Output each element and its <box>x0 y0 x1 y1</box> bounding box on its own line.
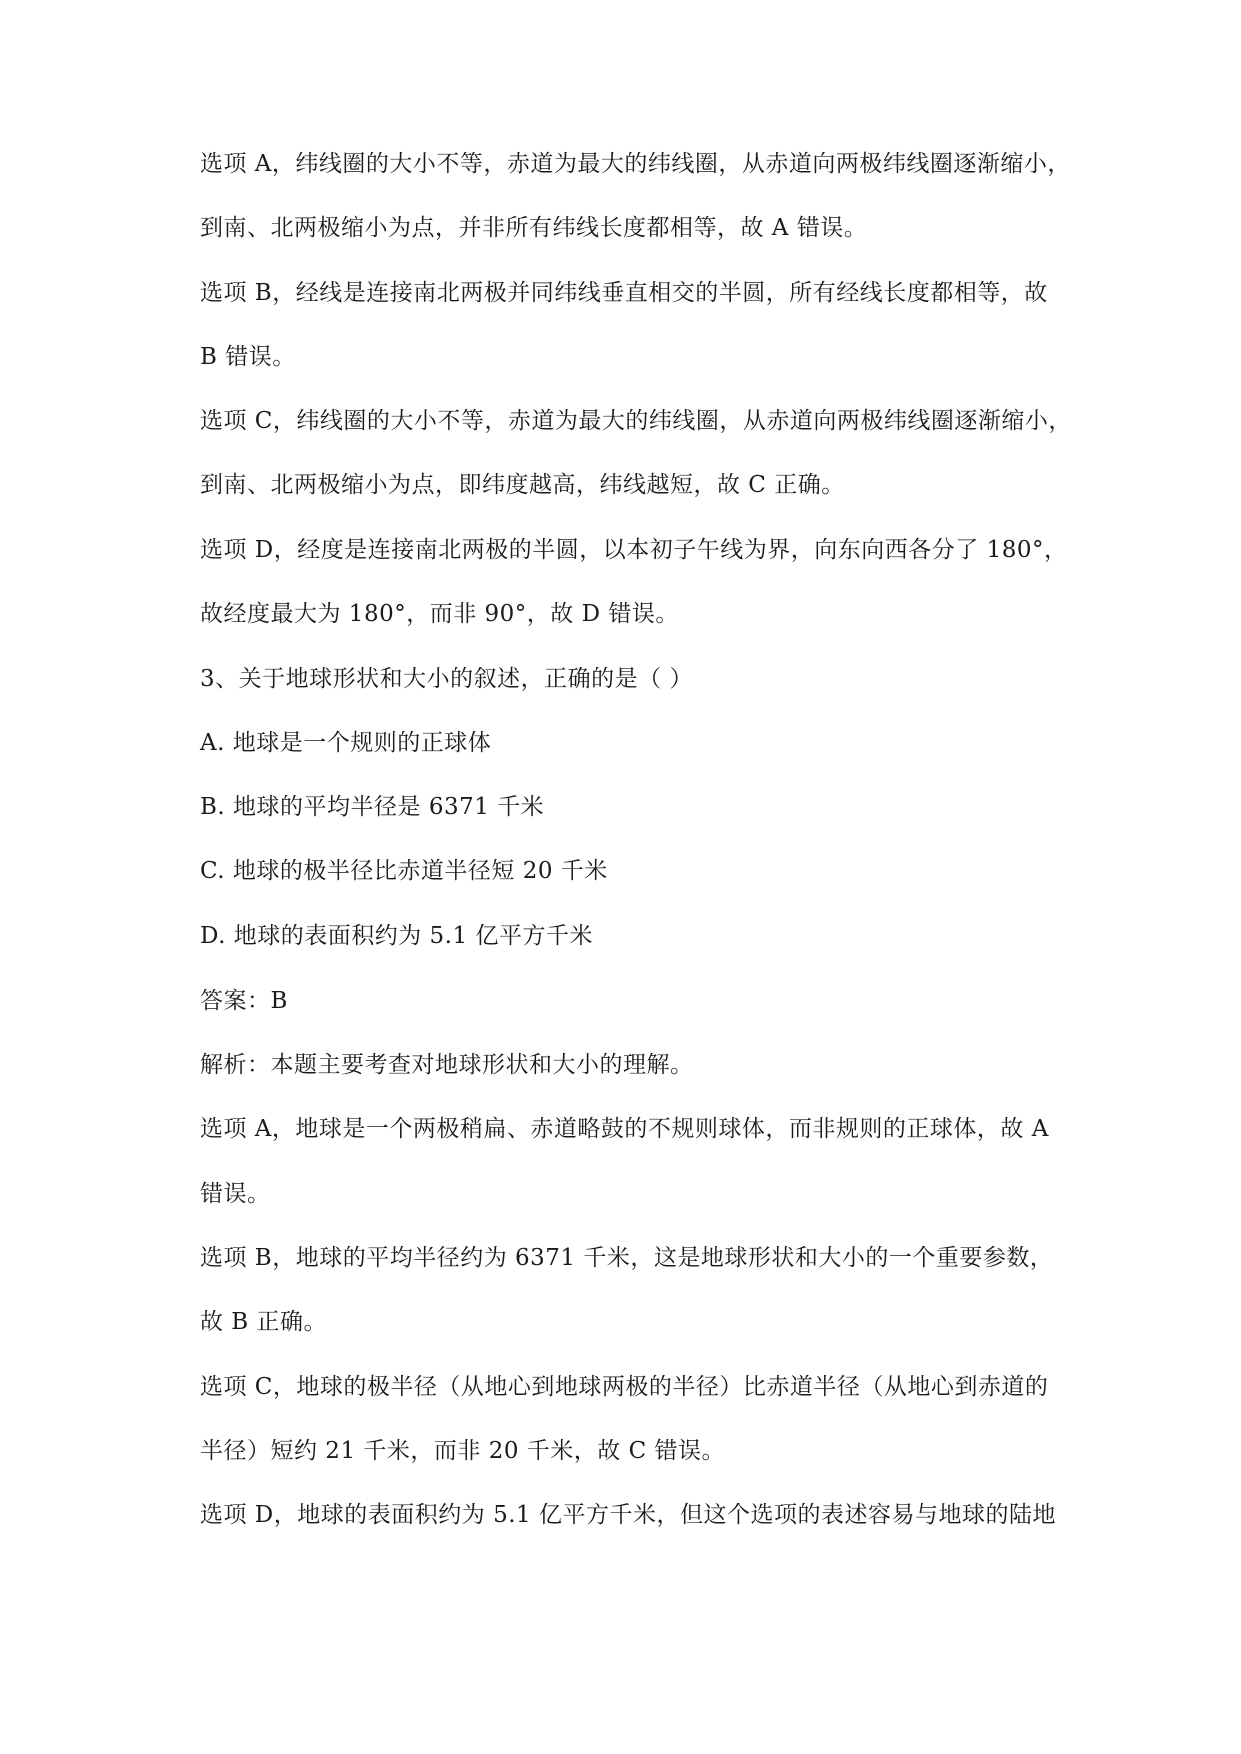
question-3-analysis: 解析：本题主要考查对地球形状和大小的理解。 <box>200 1052 694 1078</box>
question-3-choice-c: C. 地球的极半径比赤道半径短 20 千米 <box>200 858 608 884</box>
explanation-option-a-line-1: 选项 A，纬线圈的大小不等，赤道为最大的纬线圈，从赤道向两极纬线圈逐渐缩小， <box>200 151 1071 177</box>
question-3-choice-a: A. 地球是一个规则的正球体 <box>200 730 492 756</box>
analysis-option-b-line-2: 故 B 正确。 <box>200 1309 328 1335</box>
question-3-stem: 3、关于地球形状和大小的叙述，正确的是（ ） <box>200 666 693 692</box>
explanation-option-c-line-1: 选项 C，纬线圈的大小不等，赤道为最大的纬线圈，从赤道向两极纬线圈逐渐缩小， <box>200 408 1072 434</box>
analysis-option-b-line-1: 选项 B，地球的平均半径约为 6371 千米，这是地球形状和大小的一个重要参数， <box>200 1245 1054 1271</box>
question-3-answer: 答案：B <box>200 988 288 1014</box>
analysis-option-d-line-1: 选项 D，地球的表面积约为 5.1 亿平方千米，但这个选项的表述容易与地球的陆地 <box>200 1502 1056 1528</box>
analysis-option-c-line-2: 半径）短约 21 千米，而非 20 千米，故 C 错误。 <box>200 1438 725 1464</box>
question-3-choice-d: D. 地球的表面积约为 5.1 亿平方千米 <box>200 923 593 949</box>
explanation-option-a-line-2: 到南、北两极缩小为点，并非所有纬线长度都相等，故 A 错误。 <box>200 215 868 241</box>
analysis-option-a-line-1: 选项 A，地球是一个两极稍扁、赤道略鼓的不规则球体，而非规则的正球体，故 A <box>200 1116 1049 1142</box>
explanation-option-d-line-2: 故经度最大为 180°，而非 90°，故 D 错误。 <box>200 601 679 627</box>
analysis-option-c-line-1: 选项 C，地球的极半径（从地心到地球两极的半径）比赤道半径（从地心到赤道的 <box>200 1374 1049 1400</box>
question-3-choice-b: B. 地球的平均半径是 6371 千米 <box>200 794 545 820</box>
analysis-option-a-line-2: 错误。 <box>200 1181 271 1207</box>
explanation-option-c-line-2: 到南、北两极缩小为点，即纬度越高，纬线越短，故 C 正确。 <box>200 472 845 498</box>
explanation-option-d-line-1: 选项 D，经度是连接南北两极的半圆，以本初子午线为界，向东向西各分了 180°， <box>200 537 1068 563</box>
explanation-option-b-line-2: B 错误。 <box>200 344 296 370</box>
explanation-option-b-line-1: 选项 B，经线是连接南北两极并同纬线垂直相交的半圆，所有经线长度都相等，故 <box>200 280 1048 306</box>
